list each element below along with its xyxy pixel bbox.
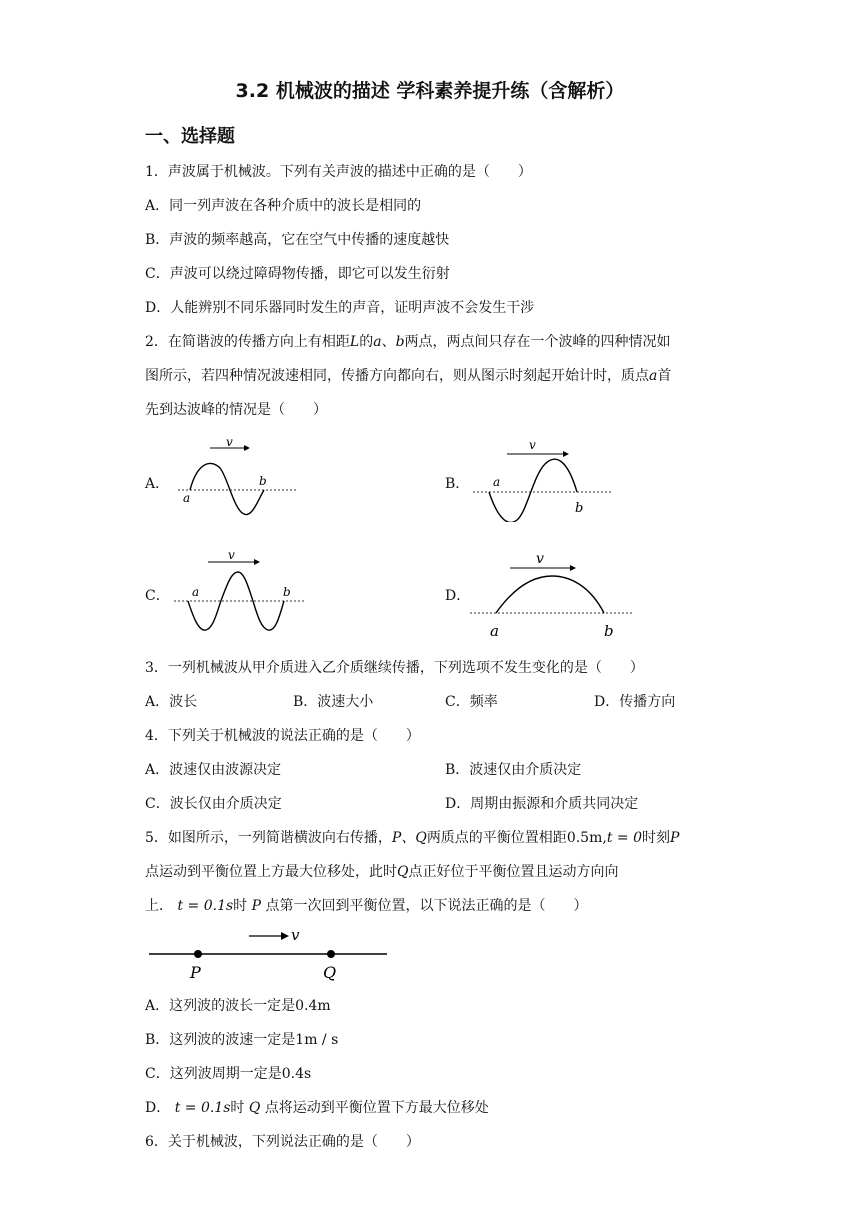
section-heading: 一、选择题 bbox=[145, 126, 235, 147]
q5-line-2 bbox=[145, 862, 618, 882]
q2-text: 的 bbox=[359, 334, 374, 350]
var-P: P bbox=[669, 830, 680, 846]
wave-curve bbox=[489, 459, 577, 522]
q2-text: 2．在简谐波的传播方向上有相距 bbox=[145, 334, 350, 350]
var-Q: Q bbox=[248, 1100, 261, 1116]
arrow-head bbox=[254, 559, 260, 565]
q1-stem: 1．声波属于机械波。下列有关声波的描述中正确的是（ ） bbox=[145, 164, 532, 180]
q2-text: 两点，两点间只存在一个波峰的四种情况如 bbox=[404, 334, 671, 350]
q4-option-c: C．波长仅由介质决定 bbox=[145, 796, 282, 812]
var-P: P bbox=[251, 898, 262, 914]
q2-line-3: 先到达波峰的情况是（ ） bbox=[145, 402, 327, 418]
arrow-head bbox=[281, 932, 289, 940]
q2-text: 图所示，若四种情况波速相同，传播方向都向右，则从图示时刻起开始计时，质点 bbox=[145, 368, 649, 384]
var-t0: t = 0 bbox=[606, 830, 642, 846]
q5-text: 点正好位于平衡位置且运动方向向 bbox=[408, 864, 619, 880]
label-v: v bbox=[536, 551, 544, 567]
label-p: P bbox=[190, 963, 201, 982]
point-p bbox=[194, 950, 202, 958]
wave-figure-d bbox=[466, 546, 636, 642]
q5-text: 点第一次回到平衡位置，以下说法正确的是（ ） bbox=[265, 898, 588, 914]
var-a: a bbox=[373, 334, 382, 350]
arrow-head bbox=[570, 565, 576, 571]
q4-stem: 4．下列关于机械波的说法正确的是（ ） bbox=[145, 728, 420, 744]
q5-option-d bbox=[145, 1098, 489, 1118]
q3-option-c: C．频率 bbox=[445, 694, 498, 710]
label-b: b bbox=[283, 585, 291, 599]
q4-option-d: D．周期由振源和介质共同决定 bbox=[445, 796, 639, 812]
q1-option-b: B．声波的频率越高，它在空气中传播的速度越快 bbox=[145, 232, 450, 248]
pq-figure bbox=[145, 922, 395, 986]
var-t01: t = 0.1s bbox=[177, 898, 234, 914]
q5-line-3 bbox=[145, 896, 588, 916]
q5-option-c: C．这列波周期一定是0.4s bbox=[145, 1066, 312, 1082]
arrow-head bbox=[244, 445, 250, 451]
wave-curve bbox=[190, 463, 264, 514]
q2-label-d: D． bbox=[445, 588, 471, 604]
q3-option-b: B．波速大小 bbox=[293, 694, 374, 710]
q5-line-1 bbox=[145, 828, 679, 848]
q1-option-c: C．声波可以绕过障碍物传播，即它可以发生衍射 bbox=[145, 266, 450, 282]
label-a: a bbox=[493, 475, 501, 489]
q5-option-a: A．这列波的波长一定是0.4m bbox=[145, 998, 331, 1014]
q2-label-a: A． bbox=[145, 476, 170, 492]
var-Q: Q bbox=[397, 864, 409, 880]
wave-figure-b bbox=[467, 436, 617, 522]
q4-option-a: A．波速仅由波源决定 bbox=[145, 762, 282, 778]
label-v: v bbox=[529, 438, 536, 452]
q4-option-b: B．波速仅由介质决定 bbox=[445, 762, 582, 778]
label-v: v bbox=[226, 438, 233, 449]
q5-text: 5．如图所示，一列简谐横波向右传播， bbox=[145, 830, 392, 846]
var-t01: t = 0.1s bbox=[174, 1100, 231, 1116]
var-PQ: P、Q bbox=[391, 830, 427, 846]
label-v: v bbox=[228, 548, 235, 562]
label-b: b bbox=[575, 501, 584, 516]
q1-option-a: A．同一列声波在各种介质中的波长是相同的 bbox=[145, 198, 422, 214]
arrow-head bbox=[563, 451, 569, 457]
label-a: a bbox=[490, 622, 499, 640]
q6-stem: 6．关于机械波，下列说法正确的是（ ） bbox=[145, 1134, 420, 1150]
q2-text: 、 bbox=[381, 334, 396, 350]
q5-text: 两质点的平衡位置相距 bbox=[426, 830, 567, 846]
var-L: L bbox=[349, 334, 360, 350]
wave-figure-a bbox=[172, 438, 302, 524]
q5-text: 时刻 bbox=[641, 830, 670, 846]
label-a: a bbox=[183, 491, 191, 505]
label-v: v bbox=[291, 926, 300, 944]
label-q: Q bbox=[323, 963, 337, 982]
q5-text: 点将运动到平衡位置下方最大位移处 bbox=[264, 1100, 489, 1116]
q1-option-d: D．人能辨别不同乐器同时发生的声音，证明声波不会发生干涉 bbox=[145, 300, 535, 316]
wave-figure-c bbox=[168, 548, 308, 638]
q2-line-1 bbox=[145, 332, 671, 352]
q2-label-b: B． bbox=[445, 476, 470, 492]
var-a: a bbox=[649, 368, 658, 384]
q5-distance: 0.5m, bbox=[566, 830, 607, 846]
q5-option-b: B．这列波的波速一定是1m / s bbox=[145, 1032, 339, 1048]
point-q bbox=[327, 950, 335, 958]
label-a: a bbox=[192, 585, 200, 599]
q5-text: D． bbox=[145, 1100, 171, 1116]
q5-text: 上． bbox=[145, 898, 173, 914]
label-b: b bbox=[259, 474, 267, 488]
q2-line-2 bbox=[145, 366, 671, 386]
q5-text: 时 bbox=[230, 1100, 245, 1116]
q2-text: 首 bbox=[657, 368, 672, 384]
label-b: b bbox=[604, 622, 614, 640]
q3-option-a: A．波长 bbox=[145, 694, 198, 710]
q2-label-c: C． bbox=[145, 588, 170, 604]
q5-text: 时 bbox=[233, 898, 248, 914]
page-title: 3.2 机械波的描述 学科素养提升练（含解析） bbox=[235, 80, 625, 102]
q3-option-d: D．传播方向 bbox=[594, 694, 676, 710]
wave-curve bbox=[496, 576, 604, 613]
q3-stem: 3．一列机械波从甲介质进入乙介质继续传播，下列选项不发生变化的是（ ） bbox=[145, 660, 644, 676]
q5-text: 点运动到平衡位置上方最大位移处，此时 bbox=[145, 864, 397, 880]
var-b: b bbox=[395, 334, 405, 350]
